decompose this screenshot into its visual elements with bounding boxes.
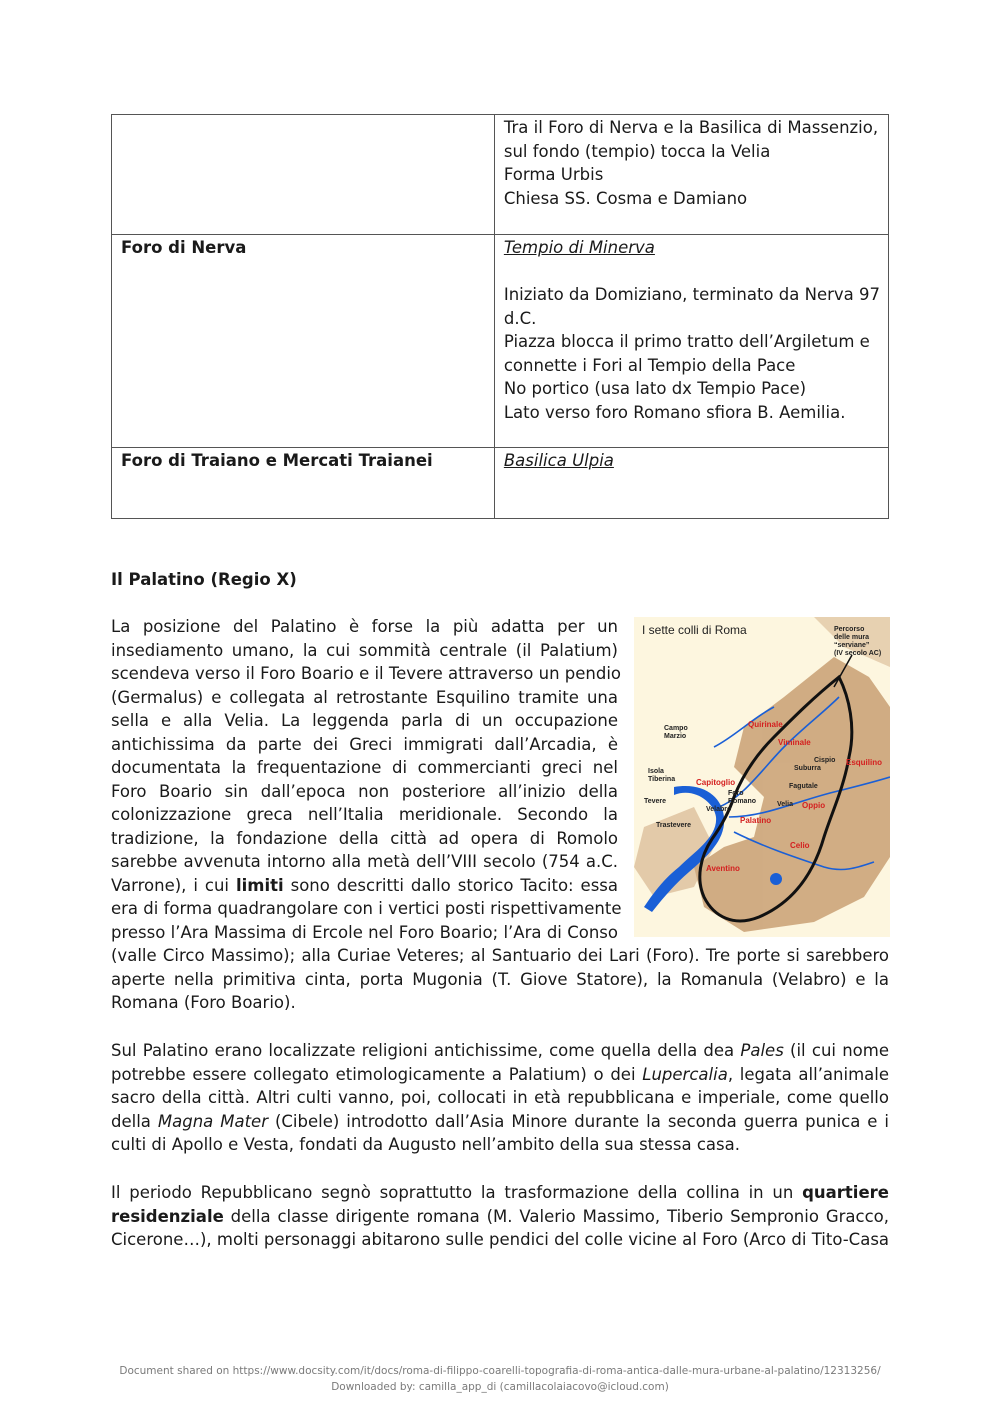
table-cell-right xyxy=(494,448,888,519)
bold-term-limiti: limiti xyxy=(235,875,284,895)
place-suburra: Suburra xyxy=(794,765,821,772)
cell-line: d.C. xyxy=(503,308,537,328)
text-line: Foro Boario sin dall’epoca non posteriore all’inizio della xyxy=(111,781,618,801)
place-marzio: Marzio xyxy=(664,733,687,740)
place-romano: Romano xyxy=(728,798,756,805)
table-cell-left: Foro di Traiano e Mercati Traianei xyxy=(112,448,495,519)
bold-term-residenziale: residenziale xyxy=(111,1206,224,1226)
text-line: sella e alla Velia. La leggenda parla di un occupazione xyxy=(111,711,618,730)
place-campo: Campo xyxy=(664,725,688,732)
place-velia: Velia xyxy=(777,801,793,808)
cell-line: Forma Urbis xyxy=(503,165,604,184)
fori-table xyxy=(111,114,889,519)
text-line: era di forma quadrangolare con i vertici posti rispettivamente xyxy=(111,899,622,918)
text-line: sacro della città. Altri culti vanno, poi, collocati in età repubblicana e imperiale, come quello xyxy=(111,1088,889,1107)
text-line: Cicerone…), molti personaggi abitarono sulle pendici del colle vicine al Foro (Arco di Tito-Casa xyxy=(111,1230,890,1249)
fori-table-wrapper xyxy=(111,114,889,519)
hill-celio: Celio xyxy=(790,841,810,850)
map-sette-colli xyxy=(634,617,890,937)
text-line: documentata la frequentazione di commercianti greci nel xyxy=(111,758,618,777)
cell-title: Basilica Ulpia xyxy=(503,451,614,470)
table-row xyxy=(112,235,889,448)
place-isola: Isola xyxy=(648,768,664,775)
place-trastevere: Trastevere xyxy=(656,822,692,829)
walls-note-line: delle mura xyxy=(834,634,870,641)
paragraph-repubblicano xyxy=(111,1181,889,1252)
table-row xyxy=(112,115,889,235)
paragraph-palatino-narrow xyxy=(111,615,622,944)
text-line: Romana (Foro Boario). xyxy=(111,993,296,1012)
italic-term-lupercalia: Lupercalia xyxy=(642,1064,728,1084)
place-cispio: Cispio xyxy=(814,757,836,764)
hill-palatino: Palatino xyxy=(740,816,772,825)
text-line: aperte nella primitiva cinta, porta Mugonia (T. Giove Statore), la Romanula (Velabro) e la xyxy=(111,969,889,989)
hill-viminale: Viminale xyxy=(778,738,811,747)
place-velabro: Velabro xyxy=(706,806,732,813)
text-line: La posizione del Palatino è forse la più adatta per un xyxy=(111,617,618,636)
footer-shared: Document shared on https://www.docsity.com/it/docs/roma-di-filippo-coarelli-topografia-di-roma-antica-dalle-mura-urbane-al-palatino/12313256/ xyxy=(119,1365,881,1377)
map-title: I sette colli di Roma xyxy=(642,623,747,637)
text-segment: (il cui nome xyxy=(783,1041,889,1060)
place-foro: Foro xyxy=(728,790,744,797)
place-tiberina: Tiberina xyxy=(648,776,676,783)
text-line: insediamento umano, la cui sommità centrale (il Palatium) xyxy=(111,640,618,660)
text-line: (Germalus) e collegata al retrostante Esquilino tramite una xyxy=(111,687,618,707)
section-title: Il Palatino (Regio X) xyxy=(111,570,297,589)
cell-gap xyxy=(504,260,880,284)
text-segment: Il periodo Repubblicano segnò soprattutto la trasformazione della collina in un xyxy=(111,1183,803,1202)
footer-downloaded: Downloaded by: camilla_app_di (camillacolaiacovo@icloud.com) xyxy=(331,1381,669,1393)
text-line xyxy=(111,1063,889,1087)
cell-line: Iniziato da Domiziano, terminato da Nerva 97 xyxy=(503,285,880,304)
text-line: (valle Circo Massimo); alla Curiae Veteres; al Santuario dei Lari (Foro). Tre porte si sarebbero xyxy=(111,946,889,965)
cell-line: No portico (usa lato dx Tempio Pace) xyxy=(503,379,807,398)
text-segment: , legata all’animale xyxy=(727,1064,890,1084)
text-line: scendeva verso il Foro Boario e il Tevere attraverso un pendio xyxy=(111,664,622,683)
text-line xyxy=(111,1110,889,1134)
text-line: antichissima da parte dei Greci immigrati dall’Arcadia, è xyxy=(111,734,618,754)
cell-line: Lato verso foro Romano sfiora B. Aemilia. xyxy=(503,402,846,422)
cell-line: Piazza blocca il primo tratto dell’Argiletum e xyxy=(503,332,870,351)
text-line: tradizione, la fondazione della città ad opera di Romolo xyxy=(111,828,618,848)
hill-oppio: Oppio xyxy=(802,801,826,810)
hill-quirinale: Quirinale xyxy=(748,720,783,729)
table-cell-left xyxy=(112,115,495,235)
place-fagutale: Fagutale xyxy=(789,783,818,790)
table-row xyxy=(112,448,889,519)
hill-aventino: Aventino xyxy=(706,864,740,873)
walls-note-line: “serviane” xyxy=(834,642,870,649)
cell-line: Chiesa SS. Cosma e Damiano xyxy=(503,188,748,208)
paragraph-religioni xyxy=(111,1039,889,1157)
text-line: culti di Apollo e Vesta, fondati da Augusto nell’ambito della sua stessa casa. xyxy=(111,1135,740,1154)
text-line: colonizzazione greca nell’Italia meridionale. Secondo la xyxy=(111,805,618,824)
text-segment: (Cibele) introdotto dall’Asia Minore durante la seconda guerra punica e i xyxy=(267,1111,889,1131)
italic-term-magna-mater: Magna Mater xyxy=(157,1111,268,1131)
table-cell-right xyxy=(494,115,888,235)
text-line xyxy=(111,1039,889,1063)
walls-note-line: Percorso xyxy=(834,626,865,633)
text-line: presso l’Ara Massima di Ercole nel Foro Boario; l’Ara di Conso xyxy=(111,922,618,942)
cell-line: sul fondo (tempio) tocca la Velia xyxy=(503,141,771,161)
bold-term-quartiere: quartiere xyxy=(802,1183,889,1202)
text-line xyxy=(111,874,618,898)
cell-line: Tra il Foro di Nerva e la Basilica di Massenzio, xyxy=(503,118,879,137)
hill-capitoglio: Capitoglio xyxy=(696,778,736,787)
text-segment: sono descritti dallo storico Tacito: essa xyxy=(283,875,618,895)
text-line: sarebbe avvenuta intorno alla metà dell’VIII secolo (754 a.C. xyxy=(111,852,618,871)
text-segment: Varrone), i cui xyxy=(111,875,236,895)
text-line xyxy=(111,1181,889,1205)
text-line xyxy=(111,1205,889,1229)
text-segment: della xyxy=(111,1111,158,1131)
table-cell-left: Foro di Nerva xyxy=(112,235,495,448)
text-segment: potrebbe essere collegato etimologicamente a Palatium) o dei xyxy=(111,1064,643,1084)
map-svg xyxy=(634,617,890,937)
text-segment: Sul Palatino erano localizzate religioni antichissime, come quella della dea xyxy=(111,1041,741,1060)
paragraph-palatino-wide xyxy=(111,944,889,1015)
table-cell-right xyxy=(494,235,888,448)
cell-title: Tempio di Minerva xyxy=(503,238,655,257)
cell-line: connette i Fori al Tempio della Pace xyxy=(503,355,796,375)
italic-term-pales: Pales xyxy=(740,1041,784,1060)
text-segment: della classe dirigente romana (M. Valerio Massimo, Tiberio Sempronio Gracco, xyxy=(223,1206,889,1226)
place-tevere: Tevere xyxy=(644,798,667,805)
walls-note-line: (IV secolo AC) xyxy=(834,650,882,657)
hill-esquilino: Esquilino xyxy=(846,758,882,767)
